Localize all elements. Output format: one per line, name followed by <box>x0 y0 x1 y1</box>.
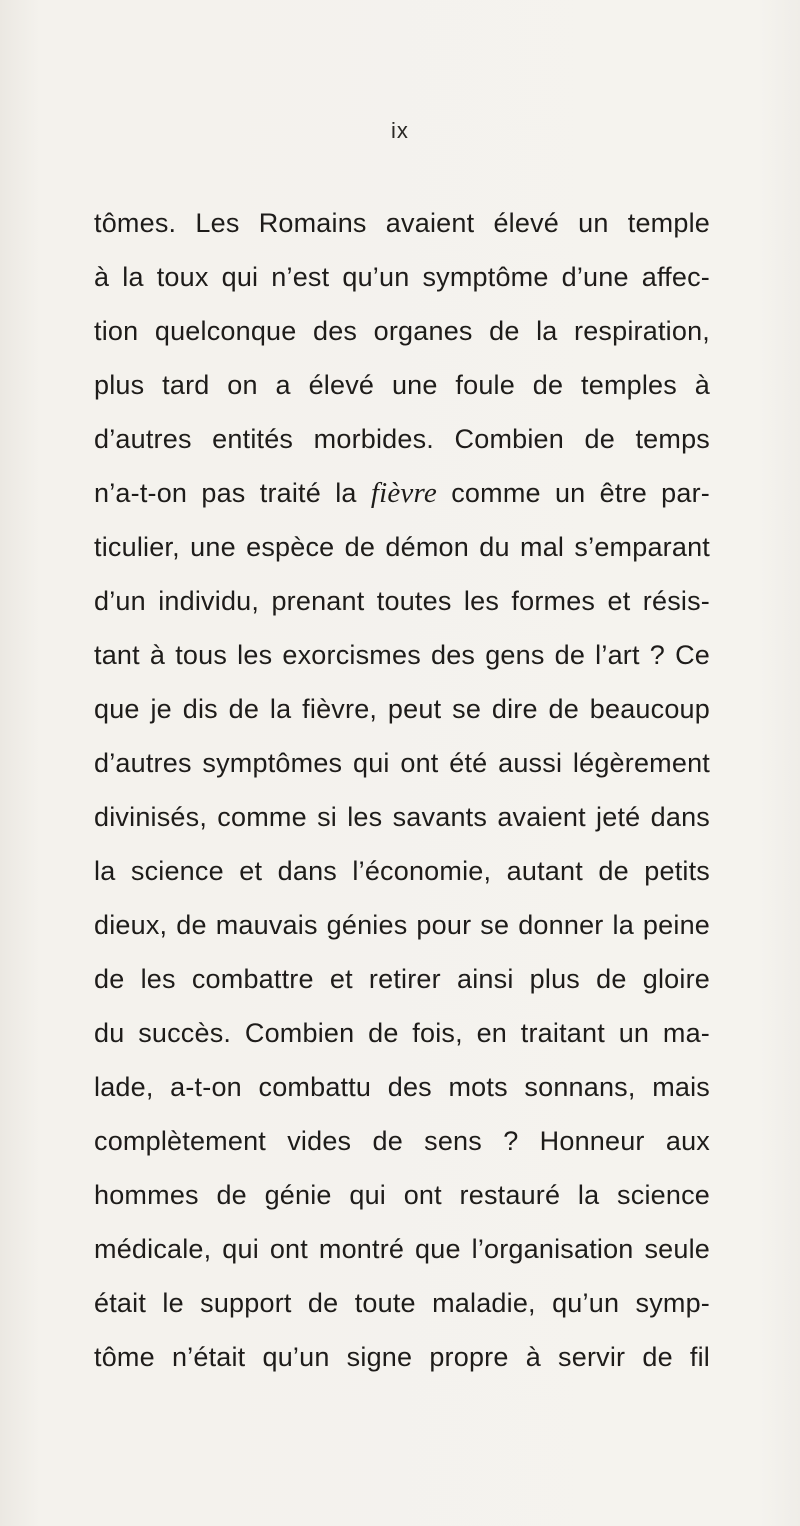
body-text <box>94 196 710 1384</box>
text-line: plus tard on a élevé une foule de temples à <box>94 370 710 400</box>
text-line: divinisés, comme si les savants avaient jeté dans <box>94 802 710 832</box>
text-line-with-italic <box>94 466 710 520</box>
text-line: à la toux qui n’est qu’un symptôme d’une affec- <box>94 262 710 292</box>
text-line: médicale, qui ont montré que l’organisation seule <box>94 1234 710 1264</box>
text-line: ticulier, une espèce de démon du mal s’emparant <box>94 532 710 562</box>
text-line: dieux, de mauvais génies pour se donner la peine <box>94 910 710 940</box>
text-line: tôme n’était qu’un signe propre à servir de fil <box>94 1342 710 1372</box>
text-segment: comme un être par- <box>436 478 710 508</box>
italic-word: fièvre <box>370 477 437 509</box>
text-line: hommes de génie qui ont restauré la science <box>94 1180 710 1210</box>
page-number: ix <box>391 118 409 143</box>
text-line: lade, a-t-on combattu des mots sonnans, mais <box>94 1072 710 1102</box>
text-line: tant à tous les exorcismes des gens de l’art ? Ce <box>94 640 710 670</box>
text-line: tion quelconque des organes de la respiration, <box>94 316 710 346</box>
text-line: complètement vides de sens ? Honneur aux <box>94 1126 710 1156</box>
text-line: était le support de toute maladie, qu’un symp- <box>94 1288 710 1318</box>
text-line: d’autres symptômes qui ont été aussi légèrement <box>94 748 710 778</box>
text-line: du succès. Combien de fois, en traitant un ma- <box>94 1018 710 1048</box>
text-line: tômes. Les Romains avaient élevé un temple <box>94 208 710 238</box>
text-line: la science et dans l’économie, autant de petits <box>94 856 710 886</box>
text-line: de les combattre et retirer ainsi plus de gloire <box>94 964 710 994</box>
text-segment: n’a-t-on pas traité la <box>94 478 371 508</box>
text-line: que je dis de la fièvre, peut se dire de beaucoup <box>94 694 710 724</box>
text-line: d’un individu, prenant toutes les formes et résis- <box>94 586 710 616</box>
text-line: d’autres entités morbides. Combien de temps <box>94 424 710 454</box>
